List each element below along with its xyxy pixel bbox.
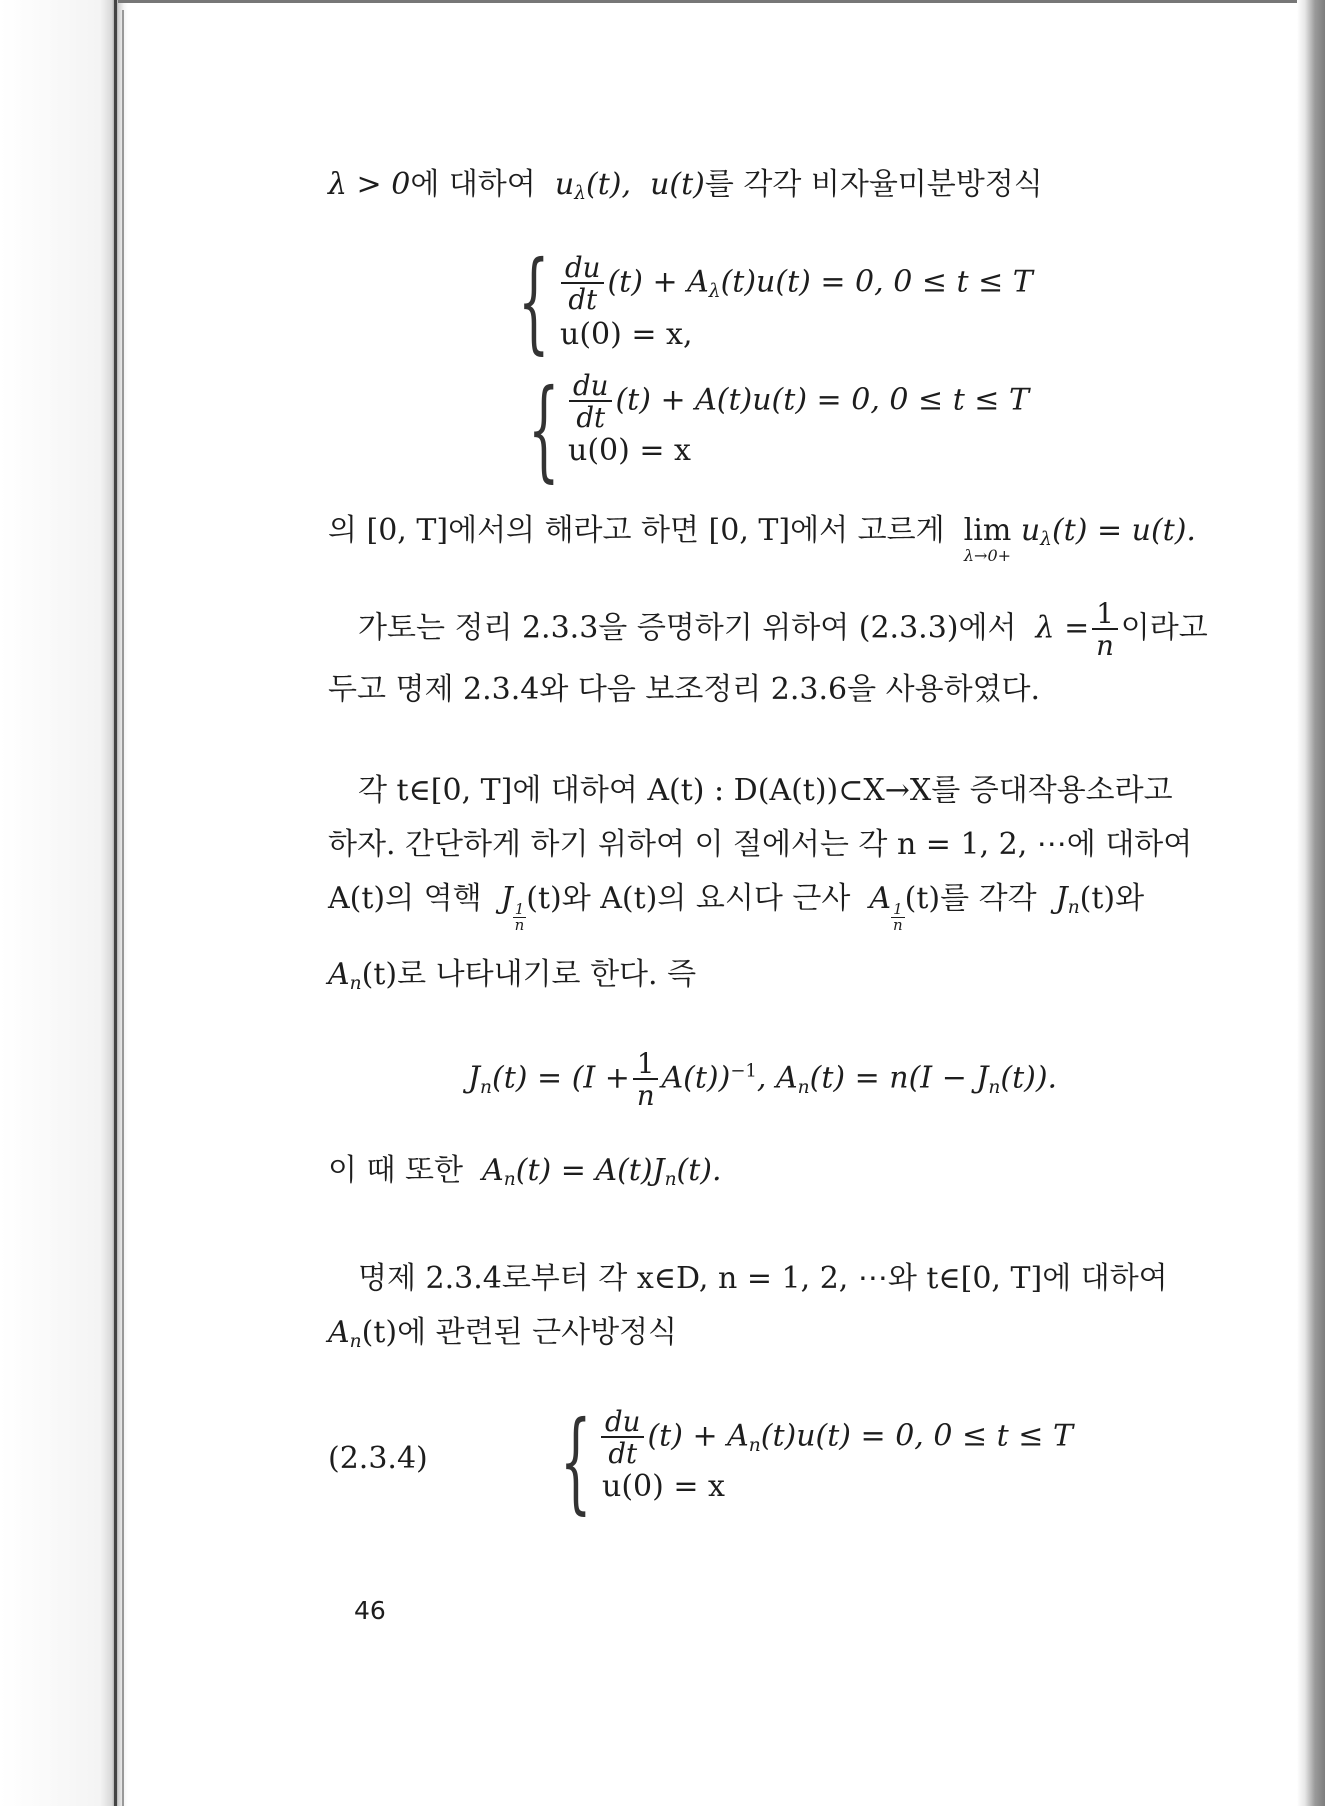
u-of-t: u(t) (650, 167, 705, 202)
also-end: (t). (676, 1153, 722, 1188)
system3-row1 (598, 1405, 1073, 1470)
system3-row1-a: (t) + A (647, 1418, 749, 1454)
para2-line4-rest: (t)로 나타내기로 한다. 즉 (361, 957, 697, 992)
page-top-border (118, 0, 1298, 3)
system3-dt: dt (608, 1436, 638, 1470)
para3-rest: (t)에 관련된 근사방정식 (361, 1315, 678, 1350)
def-p4: (t) = n(I − J (809, 1060, 989, 1096)
para1-lambda-eq: λ = (1035, 610, 1090, 646)
para3-An-sub: n (349, 1331, 362, 1353)
system1-du: du (561, 254, 604, 284)
system2-row2: u(0) = x (568, 433, 691, 468)
intro-text-1: 에 대하여 (410, 167, 536, 202)
equation-label: (2.3.4) (328, 1441, 428, 1476)
system1-derivative (561, 251, 604, 316)
para3-line2 (328, 1315, 678, 1353)
system3-row1-sub: n (748, 1434, 761, 1456)
solution-text: 의 [0, T]에서의 해라고 하면 [0, T]에서 고르게 (328, 513, 945, 548)
system1-brace: { (518, 237, 550, 365)
system1-row1-a: (t) + A (607, 264, 709, 300)
solution-u: u (1020, 513, 1041, 548)
def-J: J (468, 1060, 481, 1096)
resolvent-J: J (500, 881, 513, 916)
page-right-edge (1297, 0, 1325, 1806)
lim-text: lim (963, 513, 1012, 548)
resolvent-sub (513, 902, 527, 933)
lim-sub: λ→0+ (963, 546, 1012, 565)
u-lambda: u (554, 167, 575, 202)
para2-line3-c: (t)를 각각 (904, 881, 1037, 916)
system1-row2: u(0) = x, (560, 317, 693, 352)
system1-dt: dt (568, 282, 598, 316)
also-J-sub: n (664, 1169, 677, 1191)
system2-du: du (569, 372, 612, 402)
system3-row2: u(0) = x (602, 1469, 725, 1504)
def-frac-den: n (636, 1078, 655, 1112)
system1-row1 (558, 251, 1033, 316)
system3-brace: { (560, 1397, 592, 1525)
def-A-sub: n (797, 1076, 810, 1098)
u-lambda-sub: λ (574, 183, 586, 205)
para1-text: 가토는 정리 2.3.3을 증명하기 위하여 (2.3.3)에서 (358, 610, 1017, 646)
system2-derivative (569, 369, 612, 434)
also-mid: (t) = A(t)J (515, 1153, 665, 1188)
Jn-sub: n (1067, 897, 1080, 919)
system2-row1-text: (t) + A(t)u(t) = 0, 0 ≤ t ≤ T (615, 382, 1029, 418)
para1-fraction (1092, 597, 1118, 662)
def-J2-sub: n (988, 1076, 1001, 1098)
def-fraction (633, 1047, 659, 1112)
solution-u-sub: λ (1040, 529, 1052, 551)
def-frac-num: 1 (633, 1050, 659, 1080)
para2-line3-b: (t)와 A(t)의 요시다 근사 (526, 881, 851, 916)
def-p2: A(t)) (661, 1060, 731, 1096)
resolvent-sub-num: 1 (514, 900, 525, 918)
system2-dt: dt (576, 400, 606, 434)
An-sub: n (349, 973, 362, 995)
book-spine-edge (0, 0, 128, 1806)
def-p3: , A (756, 1060, 798, 1096)
system3-derivative (601, 1405, 644, 1470)
resolvent-sub-den: n (514, 916, 525, 934)
definition-equation (468, 1047, 1058, 1112)
page-number: 46 (354, 1596, 386, 1625)
system3-row1-b: (t)u(t) = 0, 0 ≤ t ≤ T (760, 1418, 1073, 1454)
Jn: J (1055, 881, 1068, 916)
def-sup: −1 (730, 1060, 757, 1082)
also-line (328, 1153, 722, 1191)
def-p5: (t)). (1000, 1060, 1058, 1096)
intro-text-2: 를 각각 비자율미분방정식 (704, 167, 1043, 202)
system1-row1-sub: λ (708, 280, 721, 302)
para1-num: 1 (1092, 600, 1118, 630)
spine-line (114, 0, 117, 1806)
also-A-sub: n (503, 1169, 516, 1191)
limit-operator (963, 513, 1012, 565)
lambda-condition: λ > 0 (328, 167, 411, 202)
solution-rest: (t) = u(t). (1051, 513, 1196, 548)
para2-line2: 하자. 간단하게 하기 위하여 이 절에서는 각 n = 1, 2, ⋯에 대하여 (328, 827, 1193, 862)
system1-row1-b: (t)u(t) = 0, 0 ≤ t ≤ T (720, 264, 1033, 300)
yosida-A: A (869, 881, 892, 916)
para2-line3-a: A(t)의 역핵 (328, 881, 482, 916)
yosida-sub (891, 902, 905, 933)
para1-line2: 두고 명제 2.3.4와 다음 보조정리 2.3.6을 사용하였다. (328, 672, 1041, 707)
para2-line3-d: (t)와 (1079, 881, 1145, 916)
para2-line3 (328, 881, 1145, 934)
system2-row1 (566, 369, 1029, 434)
para2-line4 (328, 957, 697, 995)
u-lambda-arg: (t), (585, 167, 631, 202)
system3-du: du (601, 1408, 644, 1438)
def-J-sub: n (480, 1076, 493, 1098)
para3-line1: 명제 2.3.4로부터 각 x∈D, n = 1, 2, ⋯와 t∈[0, T]에 대하여 (358, 1261, 1168, 1296)
solution-line (328, 513, 1196, 565)
intro-line (328, 167, 1043, 205)
para1-den: n (1096, 628, 1114, 662)
An: A (328, 957, 350, 992)
yosida-sub-den: n (893, 916, 903, 934)
def-p1: (t) = (I + (492, 1060, 630, 1096)
also-A: A (482, 1153, 504, 1188)
para1-line1 (358, 597, 1208, 662)
yosida-sub-num: 1 (893, 900, 903, 918)
spine-line-inner (122, 10, 124, 1806)
also-text: 이 때 또한 (328, 1153, 463, 1188)
para1-post: 이라고 (1120, 610, 1208, 646)
system2-brace: { (528, 365, 560, 493)
para3-An: A (328, 1315, 350, 1350)
para2-line1: 각 t∈[0, T]에 대하여 A(t) : D(A(t))⊂X→X를 증대작용소라고 (358, 773, 1173, 808)
